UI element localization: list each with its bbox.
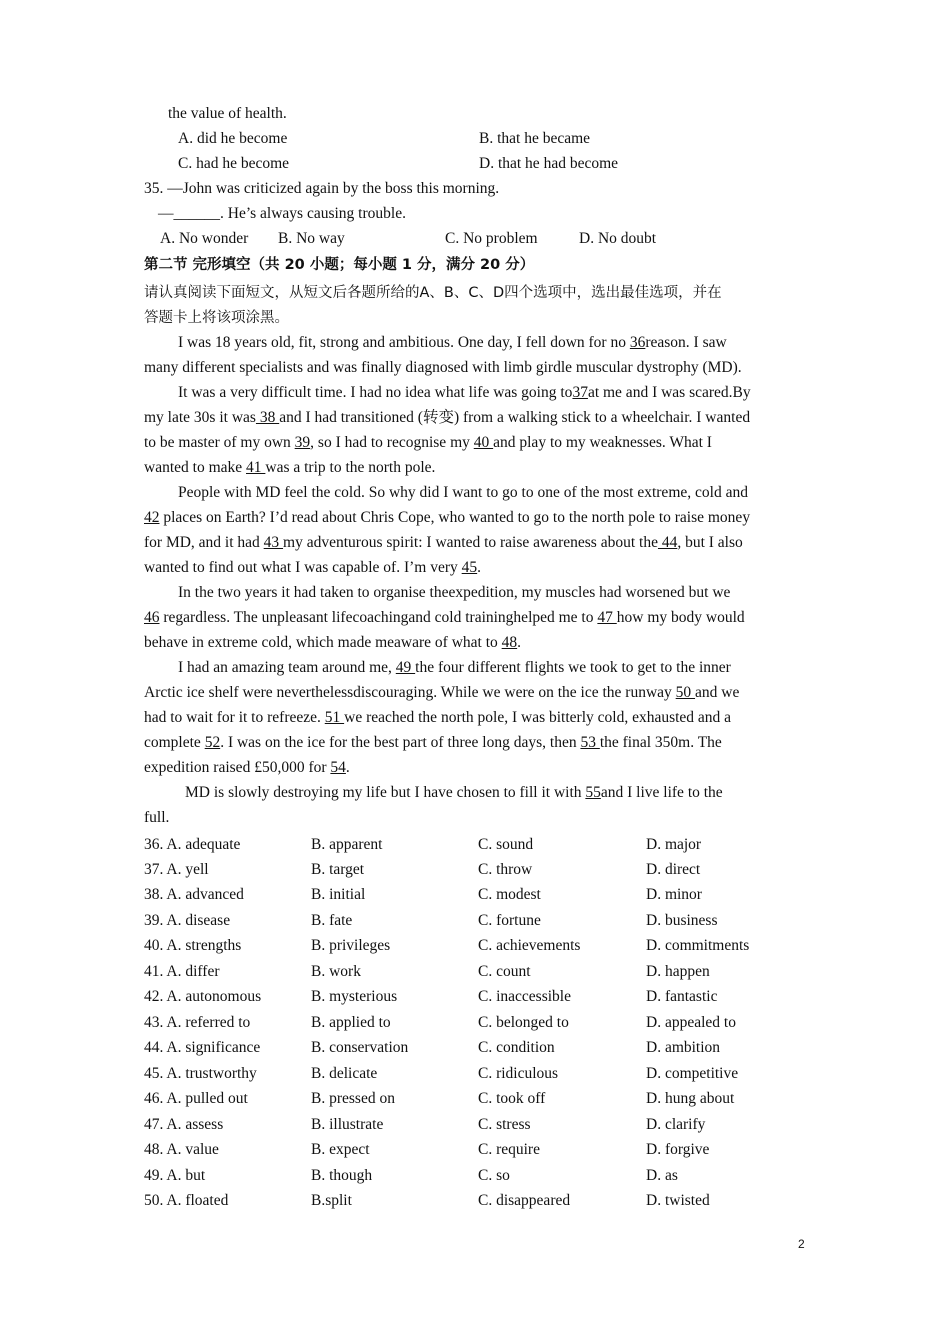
- option-row-36-d: D. major: [646, 836, 702, 853]
- q34-option-c: C. had he become: [178, 155, 290, 172]
- option-row-46-d: D. hung about: [646, 1090, 735, 1107]
- option-row-38-b: B. initial: [311, 886, 366, 903]
- option-row-48-b: B. expect: [311, 1141, 370, 1158]
- option-row-50-c: C. disappeared: [478, 1192, 571, 1209]
- blank-40: 40: [473, 434, 494, 451]
- option-row-40-a: 40. A. strengths: [144, 937, 242, 954]
- passage-line: 42 places on Earth? I’d read about Chris Cope, who wanted to go to the north pole to raise money: [144, 509, 751, 526]
- option-row-41-a: 41. A. differ: [144, 963, 220, 980]
- option-row-46-a: 46. A. pulled out: [144, 1090, 248, 1107]
- passage-line: MD is slowly destroying my life but I have chosen to fill it with 55and I live life to the: [185, 784, 723, 801]
- section-instruction-line2: 答题卡上将该项涂黑。: [144, 310, 289, 326]
- q35-option-c: C. No problem: [445, 230, 538, 247]
- option-row-37-d: D. direct: [646, 861, 701, 878]
- blank-39: 39: [294, 434, 311, 451]
- option-row-45-b: B. delicate: [311, 1065, 378, 1082]
- blank-49: 49: [395, 659, 416, 676]
- option-row-37-b: B. target: [311, 861, 365, 878]
- blank-44: 44: [657, 534, 678, 551]
- passage-line: to be master of my own 39, so I had to recognise my 40 and play to my weaknesses. What I: [144, 434, 712, 451]
- blank-36: 36: [629, 334, 646, 351]
- blank-42: 42: [144, 509, 160, 526]
- passage-line: I had an amazing team around me, 49 the four different flights we took to get to the inner: [178, 659, 731, 676]
- passage-line: behave in extreme cold, which made meaware of what to 48.: [144, 634, 522, 651]
- passage-line: It was a very difficult time. I had no idea what life was going to37at me and I was scared.By: [178, 384, 751, 401]
- option-row-47-c: C. stress: [478, 1116, 531, 1133]
- option-row-49-b: B. though: [311, 1167, 373, 1184]
- option-row-43-b: B. applied to: [311, 1014, 391, 1031]
- q34-tail: the value of health.: [168, 105, 287, 122]
- passage-line: Arctic ice shelf were neverthelessdiscouraging. While we were on the ice the runway 50 and we: [144, 684, 740, 701]
- option-row-39-d: D. business: [646, 912, 718, 929]
- option-row-44-a: 44. A. significance: [144, 1039, 261, 1056]
- blank-47: 47: [597, 609, 617, 626]
- section-instruction-line1: 请认真阅读下面短文，从短文后各题所给的A、B、C、D四个选项中，选出最佳选项，并在: [144, 285, 722, 301]
- blank-45: 45: [461, 559, 478, 576]
- q35-option-d: D. No doubt: [579, 230, 657, 247]
- option-row-45-a: 45. A. trustworthy: [144, 1065, 257, 1082]
- blank-55: 55: [585, 784, 601, 801]
- option-row-43-c: C. belonged to: [478, 1014, 569, 1031]
- option-row-47-d: D. clarify: [646, 1116, 706, 1133]
- option-row-38-a: 38. A. advanced: [144, 886, 244, 903]
- passage-line: for MD, and it had 43 my adventurous spirit: I wanted to raise awareness about the 44, but I also: [144, 534, 743, 551]
- section-heading: 第二节 完形填空（共 20 小题；每小题 1 分，满分 20 分）: [144, 257, 535, 273]
- passage-line: many different specialists and was finally diagnosed with limb girdle muscular dystrophy (MD).: [144, 359, 742, 376]
- blank-50: 50: [675, 684, 696, 701]
- option-row-44-b: B. conservation: [311, 1039, 409, 1056]
- option-row-45-d: D. competitive: [646, 1065, 739, 1082]
- option-row-45-c: C. ridiculous: [478, 1065, 559, 1082]
- q34-option-a: A. did he become: [178, 130, 288, 147]
- blank-41: 41: [246, 459, 266, 476]
- option-row-37-c: C. throw: [478, 861, 533, 878]
- option-row-50-a: 50. A. floated: [144, 1192, 229, 1209]
- passage-line: wanted to make 41 was a trip to the north pole.: [144, 459, 436, 476]
- blank-52: 52: [204, 734, 221, 751]
- option-row-47-b: B. illustrate: [311, 1116, 384, 1133]
- option-row-48-d: D. forgive: [646, 1141, 710, 1158]
- option-row-38-c: C. modest: [478, 886, 541, 903]
- option-row-44-d: D. ambition: [646, 1039, 721, 1056]
- option-row-39-b: B. fate: [311, 912, 353, 929]
- option-row-41-d: D. happen: [646, 963, 710, 980]
- option-row-48-c: C. require: [478, 1141, 540, 1158]
- option-row-39-a: 39. A. disease: [144, 912, 231, 929]
- option-row-40-d: D. commitments: [646, 937, 750, 954]
- q34-option-b: B. that he became: [479, 130, 591, 147]
- option-row-39-c: C. fortune: [478, 912, 541, 929]
- option-row-38-d: D. minor: [646, 886, 702, 903]
- blank-54: 54: [330, 759, 346, 776]
- passage-line: had to wait for it to refreeze. 51 we reached the north pole, I was bitterly cold, exhausted and a: [144, 709, 732, 726]
- option-row-50-d: D. twisted: [646, 1192, 710, 1209]
- blank-37: 37: [572, 384, 588, 401]
- passage-line: wanted to find out what I was capable of. I’m very 45.: [144, 559, 482, 576]
- passage-line: I was 18 years old, fit, strong and ambitious. One day, I fell down for no 36reason. I saw: [178, 334, 727, 351]
- option-row-36-c: C. sound: [478, 836, 534, 853]
- option-row-42-a: 42. A. autonomous: [144, 988, 262, 1005]
- blank-43: 43: [263, 534, 284, 551]
- option-row-41-b: B. work: [311, 963, 361, 980]
- option-row-41-c: C. count: [478, 963, 531, 980]
- q35-option-a: A. No wonder: [160, 230, 249, 247]
- q35-option-b: B. No way: [278, 230, 345, 247]
- passage-line: In the two years it had taken to organise theexpedition, my muscles had worsened but we: [178, 584, 731, 601]
- blank-48: 48: [501, 634, 518, 651]
- blank-53: 53: [580, 734, 600, 751]
- q34-option-d: D. that he had become: [479, 155, 619, 172]
- option-row-48-a: 48. A. value: [144, 1141, 219, 1158]
- option-row-49-c: C. so: [478, 1167, 510, 1184]
- passage-line: expedition raised £50,000 for 54.: [144, 759, 350, 776]
- option-row-40-b: B. privileges: [311, 937, 391, 954]
- passage-line: 46 regardless. The unpleasant lifecoachingand cold traininghelped me to 47 how my body would: [144, 609, 745, 626]
- q35-reply: —______. He’s always causing trouble.: [158, 205, 406, 222]
- option-row-43-a: 43. A. referred to: [144, 1014, 251, 1031]
- option-row-49-d: D. as: [646, 1167, 678, 1184]
- option-row-50-b: B.split: [311, 1192, 352, 1209]
- page-number: 2: [798, 1237, 805, 1251]
- option-row-46-c: C. took off: [478, 1090, 546, 1107]
- passage-line: People with MD feel the cold. So why did I want to go to one of the most extreme, cold and: [178, 484, 748, 501]
- option-row-46-b: B. pressed on: [311, 1090, 395, 1107]
- option-row-43-d: D. appealed to: [646, 1014, 736, 1031]
- option-row-37-a: 37. A. yell: [144, 861, 209, 878]
- option-row-36-b: B. apparent: [311, 836, 383, 853]
- passage-line: my late 30s it was 38 and I had transitioned (转变) from a walking stick to a wheelchair. I wanted: [144, 409, 751, 426]
- option-row-36-a: 36. A. adequate: [144, 836, 241, 853]
- option-row-42-d: D. fantastic: [646, 988, 718, 1005]
- option-row-47-a: 47. A. assess: [144, 1116, 224, 1133]
- option-row-49-a: 49. A. but: [144, 1167, 206, 1184]
- blank-46: 46: [144, 609, 160, 626]
- option-row-44-c: C. condition: [478, 1039, 555, 1056]
- option-row-40-c: C. achievements: [478, 937, 581, 954]
- passage-line: complete 52. I was on the ice for the best part of three long days, then 53 the final 350m. The: [144, 734, 722, 751]
- blank-38: 38: [255, 409, 280, 426]
- option-row-42-c: C. inaccessible: [478, 988, 571, 1005]
- passage-line: full.: [144, 809, 170, 826]
- q35-stem: 35. —John was criticized again by the boss this morning.: [144, 180, 500, 197]
- blank-51: 51: [324, 709, 345, 726]
- option-row-42-b: B. mysterious: [311, 988, 398, 1005]
